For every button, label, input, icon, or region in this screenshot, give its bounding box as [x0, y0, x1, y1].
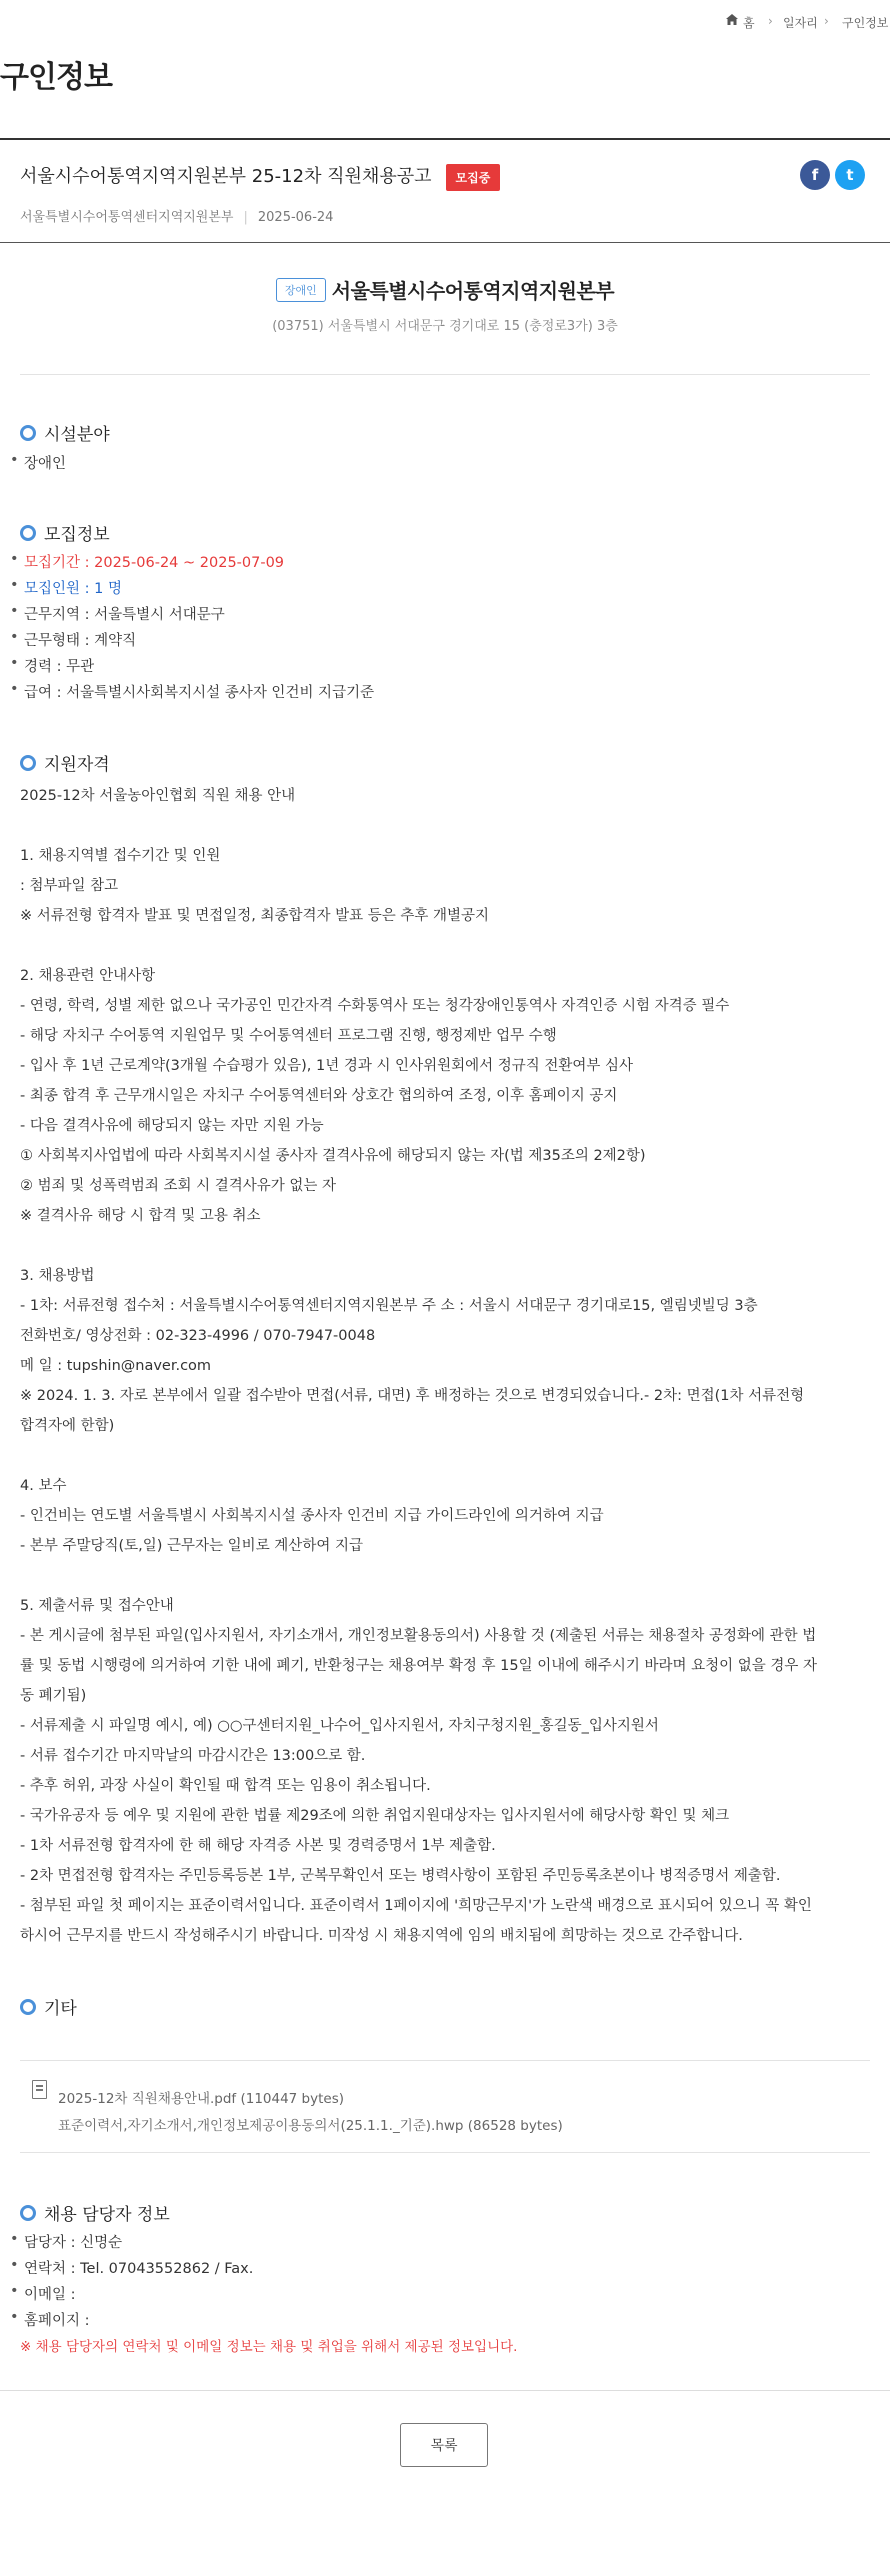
text-line: ※ 서류전형 합격자 발표 및 면접일정, 최종합격자 발표 등은 추후 개별공지 [20, 908, 490, 924]
home-icon[interactable] [726, 14, 738, 28]
file-icon [32, 2080, 47, 2099]
divider [20, 374, 870, 375]
text-line: - 2차 면접전형 합격자는 주민등록등본 1부, 군복무확인서 또는 병력사항이 포함된 주민등록초본이나 병적증명서 제출함. [20, 1868, 781, 1884]
breadcrumb-current: 구인정보 [842, 16, 889, 30]
post-title: 서울시수어통역지역지원본부 25-12차 직원채용공고 [20, 166, 432, 187]
text-line: - 추후 허위, 과장 사실이 확인될 때 합격 또는 임용이 취소됩니다. [20, 1778, 431, 1794]
text-line: 전화번호/ 영상전화 : 02-323-4996 / 070-7947-0048 [20, 1328, 376, 1344]
post-meta: 서울특별시수어통역센터지역지원본부 | 2025-06-24 [20, 210, 334, 225]
text-line: ※ 결격사유 해당 시 합격 및 고용 취소 [20, 1208, 261, 1224]
text-line: - 서류제출 시 파일명 예시, 예) ○○구센터지원_나수어_입사지원서, 자치구청지원_홍길동_입사지원서 [20, 1718, 659, 1734]
text-line: 동 폐기됨) [20, 1688, 87, 1704]
category-badge: 장애인 [276, 278, 326, 302]
section-bullet-icon [20, 755, 36, 771]
text-line: 률 및 동법 시행령에 의거하여 기한 내에 폐기, 반환청구는 채용여부 확정 후 15일 이내에 해주시기 바라며 요청이 없을 경우 자 [20, 1658, 817, 1674]
contact-warning: ※ 채용 담당자의 연락처 및 이메일 정보는 채용 및 취업을 위해서 제공된 정보입니다. [20, 2339, 518, 2355]
text-line: - 국가유공자 등 예우 및 지원에 관한 법률 제29조에 의한 취업지원대상자는 입사지원서에 해당사항 확인 및 체크 [20, 1808, 730, 1824]
text-line: 1. 채용지역별 접수기간 및 인원 [20, 848, 221, 864]
header-divider [0, 138, 890, 140]
breadcrumb [0, 14, 890, 34]
list-button[interactable]: 목록 [400, 2423, 488, 2467]
text-line: - 본 게시글에 첨부된 파일(입사지원서, 자기소개서, 개인정보활용동의서) 사용할 것 (제출된 서류는 채용절차 공정화에 관한 법 [20, 1628, 817, 1644]
text-line: 합격자에 한함) [20, 1418, 115, 1434]
text-line: 4. 보수 [20, 1478, 67, 1494]
post-date: 2025-06-24 [257, 210, 334, 225]
org-name: 서울특별시수어통역지역지원본부 [331, 279, 615, 303]
contact-homepage: • 홈페이지 : [24, 2309, 90, 2330]
text-line: ※ 2024. 1. 3. 자로 본부에서 일괄 접수받아 면접(서류, 대면) 후 배정하는 것으로 변경되었습니다.- 2차: 면접(1차 서류전형 [20, 1388, 805, 1404]
text-line: 2025-12차 서울농아인협회 직원 채용 안내 [20, 788, 296, 804]
text-line: - 최종 합격 후 근무개시일은 자치구 수어통역센터와 상호간 협의하여 조정, 이후 홈페이지 공지 [20, 1088, 618, 1104]
page-title: 구인정보 [0, 60, 112, 95]
breadcrumb-jobs[interactable]: 일자리 [783, 16, 818, 30]
section-bullet-icon [20, 425, 36, 441]
text-line: - 해당 자치구 수어통역 지원업무 및 수어통역센터 프로그램 진행, 행정제반 업무 수행 [20, 1028, 557, 1044]
text-line: - 입사 후 1년 근로계약(3개월 수습평가 있음), 1년 경과 시 인사위원회에서 정규직 전환여부 심사 [20, 1058, 633, 1074]
text-line: 2. 채용관련 안내사항 [20, 968, 156, 984]
post-title-row [20, 162, 500, 191]
email-text: 메 일 : tupshin@naver.com [20, 1358, 212, 1374]
section-etc-heading: 기타 [20, 1994, 77, 2019]
recruit-headcount: • 모집인원 : 1 명 [24, 577, 122, 598]
text-line: - 1차: 서류전형 접수처 : 서울특별시수어통역센터지역지원본부 주 소 : 서울시 서대문구 경기대로15, 엘림넷빌딩 3층 [20, 1298, 758, 1314]
chevron-right-icon: › [824, 14, 829, 28]
list-item: • 근무형태 : 계약직 [24, 629, 136, 650]
text-line: : 첨부파일 참고 [20, 878, 119, 894]
attachment-link[interactable]: 표준이력서,자기소개서,개인정보제공이용동의서(25.1.1._기준).hwp (86528 bytes) [58, 2118, 563, 2134]
section-recruit-heading: 모집정보 [20, 520, 110, 545]
list-item: • 급여 : 서울특별시사회복지시설 종사자 인건비 지급기준 [24, 681, 374, 702]
divider [20, 2152, 870, 2153]
text-line: - 1차 서류전형 합격자에 한 해 해당 자격증 사본 및 경력증명서 1부 제출함. [20, 1838, 496, 1854]
text-line: ① 사회복지사업법에 따라 사회복지시설 종사자 결격사유에 해당되지 않는 자(법 제35조의 2제2항) [20, 1148, 646, 1164]
section-bullet-icon [20, 1999, 36, 2015]
list-item: • 장애인 [24, 452, 66, 473]
post-header-divider [0, 242, 890, 243]
facebook-share-icon[interactable]: f [800, 160, 830, 190]
divider [20, 2060, 870, 2061]
section-contact-heading: 채용 담당자 정보 [20, 2200, 170, 2225]
text-line: - 다음 결격사유에 해당되지 않는 자만 지원 가능 [20, 1118, 324, 1134]
text-line: - 인건비는 연도별 서울특별시 사회복지시설 종사자 인건비 지급 가이드라인에 의거하여 지급 [20, 1508, 604, 1524]
org-address: (03751) 서울특별시 서대문구 경기대로 15 (충정로3가) 3층 [272, 319, 618, 334]
attachment-link[interactable]: 2025-12차 직원채용안내.pdf (110447 bytes) [58, 2091, 345, 2107]
list-item: • 근무지역 : 서울특별시 서대문구 [24, 603, 225, 624]
twitter-share-icon[interactable]: t [835, 160, 865, 190]
text-line: 5. 제출서류 및 접수안내 [20, 1598, 174, 1614]
text-line: - 서류 접수기간 마지막날의 마감시간은 13:00으로 함. [20, 1748, 366, 1764]
section-bullet-icon [20, 2205, 36, 2221]
text-line: 3. 채용방법 [20, 1268, 95, 1284]
list-item: • 경력 : 무관 [24, 655, 94, 676]
recruit-period: • 모집기간 : 2025-06-24 ~ 2025-07-09 [24, 551, 284, 572]
text-line: - 본부 주말당직(토,일) 근무자는 일비로 계산하여 지급 [20, 1538, 363, 1554]
breadcrumb-home[interactable]: 홈 [743, 16, 755, 30]
text-line: 하시어 근무지를 반드시 작성해주시기 바랍니다. 미작성 시 채용지역에 임의 배치됨에 희망하는 것으로 간주합니다. [20, 1928, 743, 1944]
chevron-right-icon: › [768, 14, 773, 28]
text-line: - 첨부된 파일 첫 페이지는 표준이력서입니다. 표준이력서 1페이지에 '희망근무지'가 노란색 배경으로 표시되어 있으니 꼭 확인 [20, 1898, 812, 1914]
section-qualification-heading: 지원자격 [20, 750, 110, 775]
section-field-heading: 시설분야 [20, 420, 110, 445]
org-header [0, 275, 890, 304]
contact-email: • 이메일 : [24, 2283, 76, 2304]
section-bullet-icon [20, 525, 36, 541]
text-line: - 연령, 학력, 성별 제한 없으나 국가공인 민간자격 수화통역사 또는 청각장애인통역사 자격인증 시험 자격증 필수 [20, 998, 730, 1014]
contact-phone: • 연락처 : Tel. 07043552862 / Fax. [24, 2257, 253, 2278]
divider [0, 2390, 890, 2391]
text-line: ② 범죄 및 성폭력범죄 조회 시 결격사유가 없는 자 [20, 1178, 337, 1194]
contact-manager: • 담당자 : 신명순 [24, 2231, 122, 2252]
status-badge: 모집중 [446, 164, 501, 191]
post-author: 서울특별시수어통역센터지역지원본부 [20, 210, 234, 225]
